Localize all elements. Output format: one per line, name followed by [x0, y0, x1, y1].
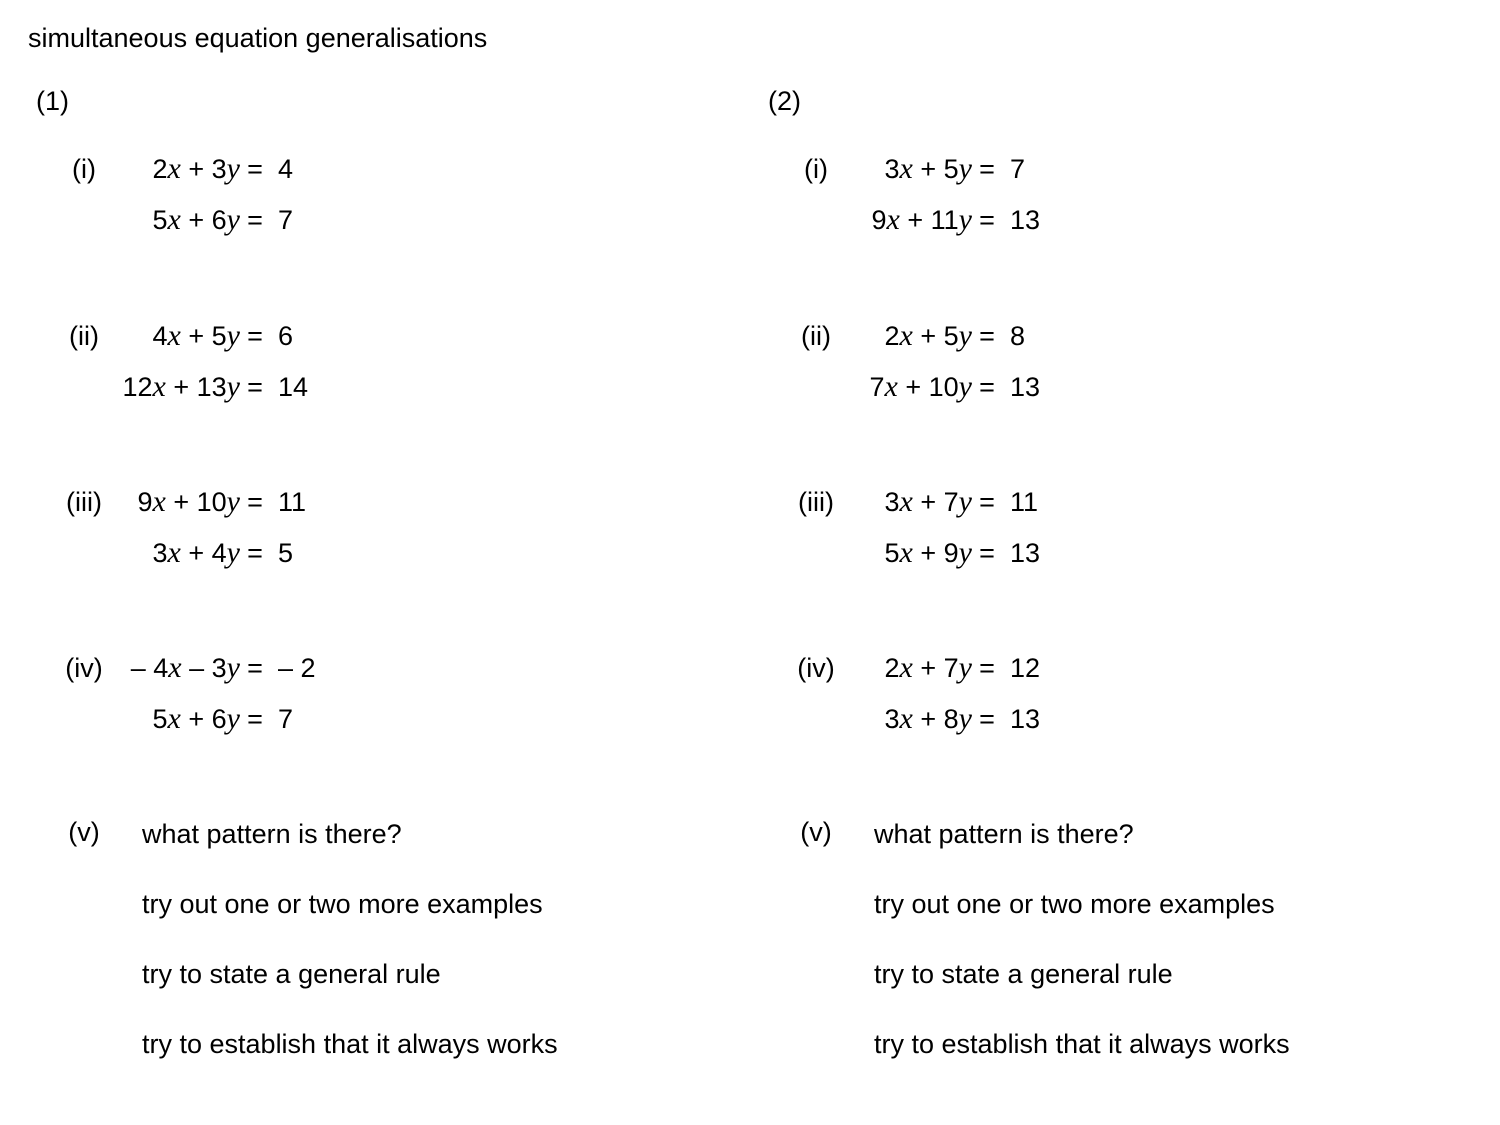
question-line: what pattern is there?	[874, 819, 1134, 849]
variable-y: y	[958, 370, 972, 403]
equation-rhs: 4	[278, 154, 294, 184]
equation-rhs: 13	[1010, 372, 1041, 402]
equation-pair	[732, 150, 1432, 270]
variable-y: y	[226, 702, 240, 735]
equals-sign: =	[247, 538, 263, 568]
coefficient-y: 10	[196, 487, 227, 517]
variable-y: y	[226, 319, 240, 352]
variable-x: x	[167, 536, 181, 569]
part-numeral: (iv)	[65, 653, 103, 683]
equation-lhs	[137, 486, 240, 518]
equation-rhs: 8	[1010, 321, 1026, 351]
variable-y: y	[958, 203, 972, 236]
coefficient-y: 6	[211, 205, 227, 235]
variable-y: y	[958, 651, 972, 684]
section-label: (1)	[36, 86, 69, 116]
equals-sign: =	[979, 653, 995, 683]
coefficient-x: 4	[152, 321, 168, 351]
equation-rhs: 11	[1010, 487, 1039, 517]
equation-rhs: 7	[1010, 154, 1026, 184]
operator: +	[905, 372, 922, 402]
equation-rhs: 12	[1010, 653, 1041, 683]
part-numeral: (iii)	[798, 487, 834, 517]
equation-rhs: 6	[278, 321, 294, 351]
coefficient-x: 3	[152, 538, 168, 568]
variable-y: y	[226, 152, 240, 185]
coefficient-x: 3	[884, 487, 900, 517]
coefficient-y: 4	[211, 538, 227, 568]
question-line: try to establish that it always works	[874, 1029, 1290, 1059]
equation-pair	[0, 649, 700, 769]
variable-y: y	[226, 485, 240, 518]
equation-lhs	[869, 371, 972, 403]
page-title: simultaneous equation generalisations	[28, 23, 488, 53]
coefficient-x: 9	[137, 487, 153, 517]
operator: +	[188, 205, 205, 235]
section-2	[732, 0, 1462, 1125]
operator: +	[188, 538, 205, 568]
variable-y: y	[958, 536, 972, 569]
equation-lhs	[884, 486, 972, 518]
coefficient-y: 5	[943, 321, 959, 351]
variable-x: x	[168, 651, 182, 684]
equation-lhs	[152, 320, 240, 352]
equation-lhs	[871, 204, 972, 236]
coefficient-y: 6	[211, 704, 227, 734]
coefficient-x: 2	[884, 653, 900, 683]
coefficient-y: 9	[943, 538, 959, 568]
coefficient-y: 5	[211, 321, 227, 351]
equals-sign: =	[247, 321, 263, 351]
sign: –	[130, 653, 154, 683]
equation-rhs: 13	[1010, 538, 1041, 568]
equation-rhs: 7	[278, 704, 294, 734]
equation-pair	[732, 317, 1432, 437]
question-numeral: (v)	[68, 817, 100, 847]
equation-lhs	[884, 153, 972, 185]
equation-lhs	[122, 371, 240, 403]
coefficient-y: 5	[943, 154, 959, 184]
coefficient-y: 8	[943, 704, 959, 734]
part-numeral: (iv)	[797, 653, 835, 683]
equation-rhs: – 2	[278, 653, 316, 683]
coefficient-x: 5	[152, 704, 168, 734]
coefficient-x: 7	[869, 372, 885, 402]
equals-sign: =	[247, 154, 263, 184]
variable-x: x	[884, 370, 898, 403]
coefficient-y: 11	[930, 205, 959, 235]
coefficient-x: 2	[884, 321, 900, 351]
question-line: try to state a general rule	[142, 959, 441, 989]
variable-x: x	[167, 152, 181, 185]
equals-sign: =	[979, 538, 995, 568]
coefficient-x: 3	[884, 704, 900, 734]
section-1	[0, 0, 730, 1125]
equals-sign: =	[247, 487, 263, 517]
equals-sign: =	[247, 205, 263, 235]
operator: –	[189, 653, 205, 683]
coefficient-y: 3	[211, 653, 227, 683]
variable-x: x	[886, 203, 900, 236]
equation-lhs	[152, 153, 240, 185]
equation-lhs	[152, 204, 240, 236]
variable-x: x	[899, 702, 913, 735]
variable-y: y	[958, 152, 972, 185]
operator: +	[920, 704, 937, 734]
question-numeral: (v)	[800, 817, 832, 847]
equation-rhs: 13	[1010, 704, 1041, 734]
operator: +	[920, 321, 937, 351]
coefficient-y: 7	[943, 653, 959, 683]
section-label: (2)	[768, 86, 801, 116]
variable-x: x	[899, 319, 913, 352]
equals-sign: =	[979, 704, 995, 734]
coefficient-y: 10	[928, 372, 959, 402]
equation-rhs: 11	[278, 487, 307, 517]
question-line: try to state a general rule	[874, 959, 1173, 989]
operator: +	[188, 704, 205, 734]
equals-sign: =	[247, 704, 263, 734]
operator: +	[907, 205, 924, 235]
variable-x: x	[899, 485, 913, 518]
equals-sign: =	[979, 205, 995, 235]
equation-rhs: 14	[278, 372, 309, 402]
variable-y: y	[226, 203, 240, 236]
question-line: try out one or two more examples	[874, 889, 1275, 919]
equation-rhs: 13	[1010, 205, 1041, 235]
variable-x: x	[167, 203, 181, 236]
part-numeral: (i)	[804, 154, 828, 184]
operator: +	[920, 538, 937, 568]
question-line: try out one or two more examples	[142, 889, 543, 919]
operator: +	[188, 154, 205, 184]
equation-lhs	[884, 703, 972, 735]
coefficient-x: 9	[871, 205, 887, 235]
equation-pair	[732, 483, 1432, 603]
equals-sign: =	[979, 372, 995, 402]
equation-pair	[732, 649, 1432, 769]
equals-sign: =	[247, 653, 263, 683]
variable-x: x	[899, 536, 913, 569]
equals-sign: =	[979, 321, 995, 351]
equation-lhs	[152, 537, 240, 569]
variable-x: x	[152, 485, 166, 518]
operator: +	[173, 487, 190, 517]
variable-y: y	[226, 370, 240, 403]
variable-y: y	[226, 536, 240, 569]
coefficient-x: 4	[153, 653, 169, 683]
operator: +	[920, 154, 937, 184]
coefficient-x: 3	[884, 154, 900, 184]
part-numeral: (ii)	[69, 321, 99, 351]
equation-lhs	[131, 652, 240, 684]
variable-x: x	[152, 370, 166, 403]
operator: +	[920, 653, 937, 683]
equals-sign: =	[247, 372, 263, 402]
coefficient-x: 12	[122, 372, 153, 402]
variable-x: x	[899, 152, 913, 185]
equation-lhs	[884, 537, 972, 569]
variable-x: x	[899, 651, 913, 684]
equation-pair	[0, 150, 700, 270]
part-numeral: (iii)	[66, 487, 102, 517]
variable-y: y	[958, 319, 972, 352]
equals-sign: =	[979, 487, 995, 517]
coefficient-x: 5	[152, 205, 168, 235]
equation-lhs	[884, 320, 972, 352]
part-numeral: (i)	[72, 154, 96, 184]
equation-pair	[0, 317, 700, 437]
equation-lhs	[884, 652, 972, 684]
equation-lhs	[152, 703, 240, 735]
variable-x: x	[167, 319, 181, 352]
operator: +	[173, 372, 190, 402]
coefficient-y: 3	[211, 154, 227, 184]
variable-y: y	[958, 485, 972, 518]
part-numeral: (ii)	[801, 321, 831, 351]
question-line: what pattern is there?	[142, 819, 402, 849]
coefficient-x: 2	[152, 154, 168, 184]
coefficient-y: 7	[943, 487, 959, 517]
equation-rhs: 7	[278, 205, 294, 235]
coefficient-y: 13	[196, 372, 227, 402]
variable-y: y	[226, 651, 240, 684]
coefficient-x: 5	[884, 538, 900, 568]
variable-x: x	[167, 702, 181, 735]
equals-sign: =	[979, 154, 995, 184]
question-line: try to establish that it always works	[142, 1029, 558, 1059]
equation-rhs: 5	[278, 538, 294, 568]
operator: +	[188, 321, 205, 351]
equation-pair	[0, 483, 700, 603]
operator: +	[920, 487, 937, 517]
variable-y: y	[958, 702, 972, 735]
